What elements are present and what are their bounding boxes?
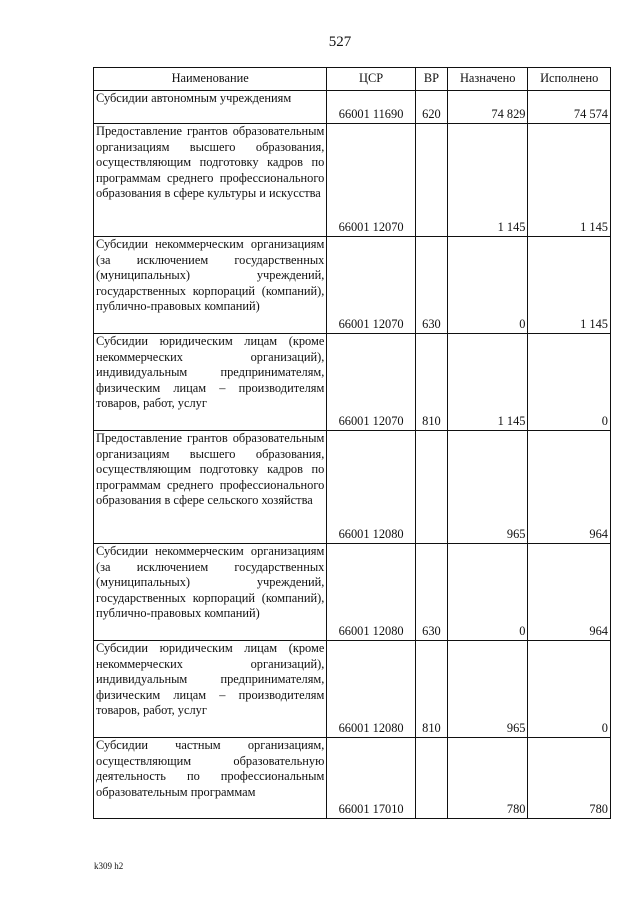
table-row [94, 544, 611, 641]
header-planned: Назначено [448, 68, 528, 91]
table-row [94, 738, 611, 819]
row-csr: 66001 12070 [327, 237, 416, 334]
budget-table [93, 67, 611, 819]
row-name: Субсидии частным организациям, осуществляющим образовательную деятельность по профессиональным образовательным программам [94, 738, 327, 819]
row-executed: 964 [528, 544, 611, 641]
page-number: 527 [328, 34, 352, 50]
row-vr [415, 738, 447, 819]
row-name: Предоставление грантов образовательным организациям высшего образования, осуществляющим подготовку кадров по программам среднего профессионального образования в сфере культуры и искусства [94, 124, 327, 237]
row-executed: 0 [528, 334, 611, 431]
row-planned: 965 [448, 641, 528, 738]
row-executed: 0 [528, 641, 611, 738]
row-executed: 1 145 [528, 124, 611, 237]
table-row [94, 237, 611, 334]
row-name: Субсидии юридическим лицам (кроме некоммерческих организаций), индивидуальным предпринимателям, физическим лицам – производителям товаров, работ, услуг [94, 641, 327, 738]
row-planned: 0 [448, 237, 528, 334]
table-row [94, 431, 611, 544]
row-planned: 1 145 [448, 124, 528, 237]
row-csr: 66001 12070 [327, 334, 416, 431]
row-csr: 66001 12080 [327, 431, 416, 544]
row-vr: 630 [415, 237, 447, 334]
row-planned: 1 145 [448, 334, 528, 431]
row-name: Субсидии некоммерческим организациям (за исключением государственных (муниципальных) учреждений, государственных корпораций (компаний), публично-правовых компаний) [94, 544, 327, 641]
row-csr: 66001 17010 [327, 738, 416, 819]
row-vr [415, 124, 447, 237]
table-row [94, 334, 611, 431]
row-executed: 780 [528, 738, 611, 819]
row-csr: 66001 12070 [327, 124, 416, 237]
table-row [94, 91, 611, 124]
row-csr: 66001 12080 [327, 641, 416, 738]
row-planned: 965 [448, 431, 528, 544]
row-executed: 964 [528, 431, 611, 544]
row-planned: 780 [448, 738, 528, 819]
row-vr [415, 431, 447, 544]
row-name: Субсидии некоммерческим организациям (за исключением государственных (муниципальных) учреждений, государственных корпораций (компаний), публично-правовых компаний) [94, 237, 327, 334]
row-vr: 620 [415, 91, 447, 124]
table-header-row [94, 68, 611, 91]
row-planned: 0 [448, 544, 528, 641]
table-row [94, 641, 611, 738]
table-row [94, 124, 611, 237]
row-name: Субсидии юридическим лицам (кроме некоммерческих организаций), индивидуальным предпринимателям, физическим лицам – производителям товаров, работ, услуг [94, 334, 327, 431]
header-csr: ЦСР [327, 68, 416, 91]
row-vr: 630 [415, 544, 447, 641]
header-executed: Исполнено [528, 68, 611, 91]
row-name: Субсидии автономным учреждениям [94, 91, 327, 124]
row-executed: 74 574 [528, 91, 611, 124]
header-name: Наименование [94, 68, 327, 91]
footer-code: k309 h2 [94, 861, 124, 871]
row-executed: 1 145 [528, 237, 611, 334]
row-csr: 66001 12080 [327, 544, 416, 641]
row-planned: 74 829 [448, 91, 528, 124]
row-vr: 810 [415, 641, 447, 738]
row-csr: 66001 11690 [327, 91, 416, 124]
header-vr: ВР [415, 68, 447, 91]
row-name: Предоставление грантов образовательным организациям высшего образования, осуществляющим подготовку кадров по программам среднего профессионального образования в сфере сельского хозяйства [94, 431, 327, 544]
row-vr: 810 [415, 334, 447, 431]
